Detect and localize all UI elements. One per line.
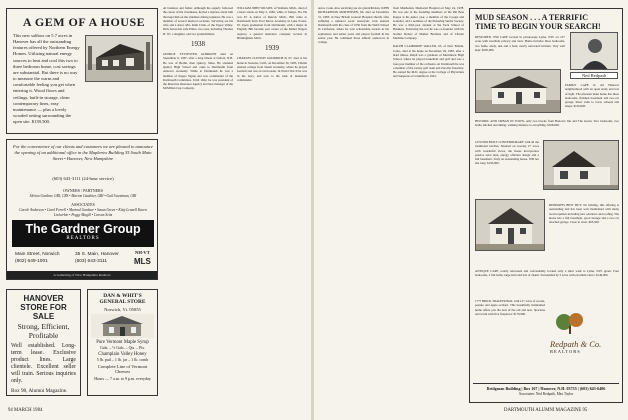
obit-col-4-text: from Manhattan, Memorial Hospital on May 24, 1978. He was one of the founding members of the Phi Beta Kappa at his junior year, a member of the Casque and Gauntlet, and a nominee of the Pickering Senior Society. He was a third-year student at the Tuck School of Business. Following the war he was co-founder with his brother Robert of Mather Brothers and of Charter Machine Company. — [393, 6, 464, 41]
obit-col-1-text: oil business and father. Although his eagerly followed the career of his classmates, he had a shyness about him that kept him on the sidelines during reunions. He was a member of several medical societies. Surviving are his wife and a sister, Mrs. Ruth Clark, of the Upper Valley. Dick leaves his wife Elinor, two sons, including Thomas H. '67, a daughter, and two grandchildren. — [163, 6, 233, 36]
store-contact: Box 98, Alumni Magazine. — [11, 388, 68, 394]
listing-1790-cape: RESTORED 1790 CAPE located in picturesque Lyme, N.H. on 10+ acres with excellent privacy and view. Home includes three bedrooms, two baths, study, den and a barn, newly renovated kitchen. Very well kept. $295,000. — [475, 35, 565, 52]
hanover-store-ad — [6, 289, 81, 396]
mud-season-headline-2: TIME TO BEGIN YOUR SEARCH! — [475, 22, 601, 31]
agent-photo-image — [571, 33, 618, 70]
obit-col-4b-text: RALPH CLAIBORNE WALLER, 65, of New Britain, Conn., died at his home on December 29, 1983, after a brief illness. Ralph was a graduate of Merrimack High School, where he played basketball and golf and was a four-year member of the orchestra. At Dartmouth he was a member of the varsity golf team and Zeta Psi fraternity. He earned his M.D. degree at the College of Physicians and Surgeons at Columbia in 1943. — [393, 44, 464, 79]
listing-antique-cape: ANTIQUE CAPE, totally renovated and conveniently located only a short walk to Lyme, N.H. green. Four bedrooms, 2 full baths, large barn and lots of charm. Surrounded by 5 acres with excellent views. $149,000. — [475, 269, 619, 278]
office-hanover-phone: (603) 643-3111 — [75, 259, 108, 264]
associates-label: ASSOCIATES — [71, 202, 95, 207]
dan-whits-ad — [87, 289, 158, 396]
obit-col-4 — [393, 6, 464, 401]
obit-col-2 — [237, 6, 307, 401]
office-hanover-name: 35 S. Main, Hanover — [75, 252, 119, 257]
right-page-footer: DARTMOUTH ALUMNI MAGAZINE 95 — [504, 408, 588, 413]
obit-col-3 — [318, 6, 389, 401]
family-cape-image — [476, 70, 561, 113]
right-page — [314, 0, 628, 420]
redpath-logo — [550, 312, 620, 352]
gardner-intro: For the convenience of our clients and customers we are pleased to announce the opening of an additional office in the Maplerow Building 35 South Main Street • Hanover, New Hampshire — [12, 144, 154, 161]
obit-col-2b-text: CHARLES CLINTON GOODRICH II, 67, died at his home in Sonoma, Calif., on December 30, 1983. Charlie entered college from Salem Academy, where he played football and was an avid reader. In World War II he was in the navy, and rose to the rank of lieutenant commander. — [237, 56, 307, 82]
saltbox-house-image — [86, 36, 153, 82]
listing-brick-traditional: 1777 BRICK TRADITIONAL with 12+ acres of woods, pasture and apple orchard. This beautifully maintained home offers you the best of the old and new. Spacious and warm with five fireplaces. $179,900. — [475, 299, 545, 316]
mud-season-headline-1: MUD SEASON . . . A TERRIFIC — [475, 13, 588, 22]
contemporary-photo — [543, 140, 619, 190]
gardner-phone: (603) 643-3111 (24-hour service) — [52, 176, 114, 181]
obit-col-1 — [163, 6, 233, 401]
gem-title: A GEM OF A HOUSE — [22, 15, 146, 29]
house-photo — [85, 35, 153, 82]
redpath-associates: Associates: Ned Redpath, Max Taylor — [518, 392, 574, 396]
class-year-1938: 1938 — [191, 40, 205, 49]
dan-line-5: Complete Line of Vermont Cheeses — [97, 363, 148, 374]
left-page-footer: 94 MARCH 1984 — [8, 408, 43, 413]
associates-names: Carole Anderson • Carol Ferrell • Marinal Gardner • Susan Green • Kitty Lennell Karen Lockerbie • Peggy Magill • Carson Seitz — [19, 208, 147, 217]
agent-portrait — [570, 32, 618, 70]
dan-location: Norwich, Vt. 05055 — [104, 306, 141, 312]
class-year-1939: 1939 — [265, 44, 279, 53]
listing-best-buy: REDPATH'S BEST BUY. No kidding, this offering is outstanding and has been well maintained with many recent updates including new windows and roofing. The house has a full basement, good storage and a two-car attached garage. Close to town. $95,500. — [549, 203, 619, 225]
obit-col-1b-text: GEORGE SYLVESTER ALBRIGHT died on September 6, 1967, after a long illness at Lisbon, N.H. He was of Berlin, then Quincy, Mass. He attended Quincy High School and came to Dartmouth from Andover Academy. While at Dartmouth he was a member of Kappa Sigma and was commander of the Dartmouth Committee. Until 1942, he was president of the Interstate Insurance Agency and later manager of the McMillan Cup Company. — [163, 52, 233, 91]
gardner-logo-sub: REALTORS — [66, 236, 100, 241]
dan-title: DAN & WHIT'S GENERAL STORE — [99, 293, 146, 306]
family-cape-photo — [475, 69, 561, 113]
dan-line-4: 5 lb. pail – 1 lb. jar – 1 lb. comb — [96, 356, 149, 362]
left-page — [0, 0, 311, 420]
gardner-logo-text: The Gardner Group — [25, 222, 141, 236]
store-subtitle: Strong, Efficient, Profitable — [17, 322, 70, 340]
contemporary-house-image — [544, 141, 619, 190]
listing-family-cape: FAMILY CAPE in old Hanover neighborhood with an open study and lots of light. The pleasant main home has three bedrooms, finished basement and two-car garage. Short walk to town, schools and shops. $165,000. — [565, 83, 619, 109]
obit-col-3-text: Avon, Conn. Also surviving are six grandchildren. JOHN RICHARDSON MORTENSEN, 66, died on December 31, 1983, in New Britain General Hospital shortly after suffering a ruptured aortic aneurysm. Jack entered Dartmouth with the class of 1939 from the Webb School in California, where he won scholarship awards in his sophomore and senior years and played football in his senior year. He continued those athletic endeavors in college. — [318, 6, 389, 45]
dan-hours: Hours — 7 a.m. to 9 p.m. everyday — [94, 375, 151, 381]
redpath-ad — [469, 8, 623, 403]
agent-caption: Ned Redpath — [570, 72, 618, 79]
gem-ad — [6, 8, 158, 134]
gem-body: This new saltbox on 5.7 acres in Hanover has all the outstanding features offered by Northern Energy Homes. Utilizing natural energy sources to heat and cool this two to three bedroom home, cost savings are substantial. But there is no way to measure the warm and comfortable feeling you get when entering it. Wood floors and ceilings, built-in storage, clean contemporary lines, easy maintenance — plus a lovely wooded setting surrounding the open site. $139,500. — [13, 33, 80, 125]
gardner-logo — [12, 220, 154, 247]
office-norwich-name: Main Street, Norwich — [15, 252, 60, 257]
listing-custom-contemporary: CUSTOM BUILT CONTEMPORARY with all the traditional touches. Situated on woodsy 2+ acres with wonderful views, the house incorporates passive solar heat, energy efficient design and a full basement. Truly an outstanding house. Will not last long. $195,000. — [475, 140, 539, 166]
listing-historic-urban: HISTORIC AND URBAN IN TOWN, only two blocks from Hanover Inn and The Green. Two bedrooms, two baths, kitchen and dining, walking distance to everything. $168,000. — [475, 119, 619, 128]
redpath-logo-text: Redpath & Co. — [550, 339, 602, 349]
dan-line-3: Champlain Valley Honey — [98, 351, 147, 357]
best-buy-house-image — [476, 200, 545, 251]
owners-names: Silvino Gardner, GRI, CRS • Marion Gauthier, GRI • Gail Sweatman, GRI — [29, 194, 137, 198]
redpath-logo-sub: REALTORS — [550, 349, 581, 354]
office-norwich-phone: (802) 649-1001 — [15, 259, 48, 264]
gardner-footer-bar: A Gathering of New Hampshire Realtors — [7, 271, 157, 279]
store-body: Well established. Long-term lease. Exclusive product lines. Large clientele. Excellent seller will train. Serious inquiries only. — [11, 343, 76, 384]
mls-logo: MLS — [134, 257, 151, 266]
dan-line-2: Gals. – ½ Gals. – Qts. – Pts. — [99, 344, 146, 350]
best-buy-photo — [475, 199, 545, 251]
gardner-ad — [6, 139, 158, 280]
nhvt-label: NH-VT — [135, 250, 150, 255]
redpath-address: Bridgman Building | Box 167 | Hanover, N.H. 03755 | (603) 643-6406 — [473, 383, 619, 391]
obit-col-2-text: WILLIAM JOHN WILSON, of Watham, Mich., died of a heart attack on May 2, 1982, while at Tampa, Fla. He was 67. A native of Detroit, Mich., Bill came to Dartmouth from Ford Motor Academy in Lake Forest, Ill. Upon graduation from Dartmouth, with a major in English, Bill became part owner of the Kimel Wagers Agency, a general insurance company located in Birmingham, Mich. — [237, 6, 307, 41]
owners-label: OWNERS / PARTNERS — [63, 188, 103, 193]
store-title: HANOVER STORE FOR SALE — [20, 294, 67, 321]
store-sketch-image — [91, 314, 154, 338]
redpath-tree-logo-icon — [550, 312, 620, 334]
dan-line-1: Pure Vermont Maple Syrup — [96, 339, 149, 345]
